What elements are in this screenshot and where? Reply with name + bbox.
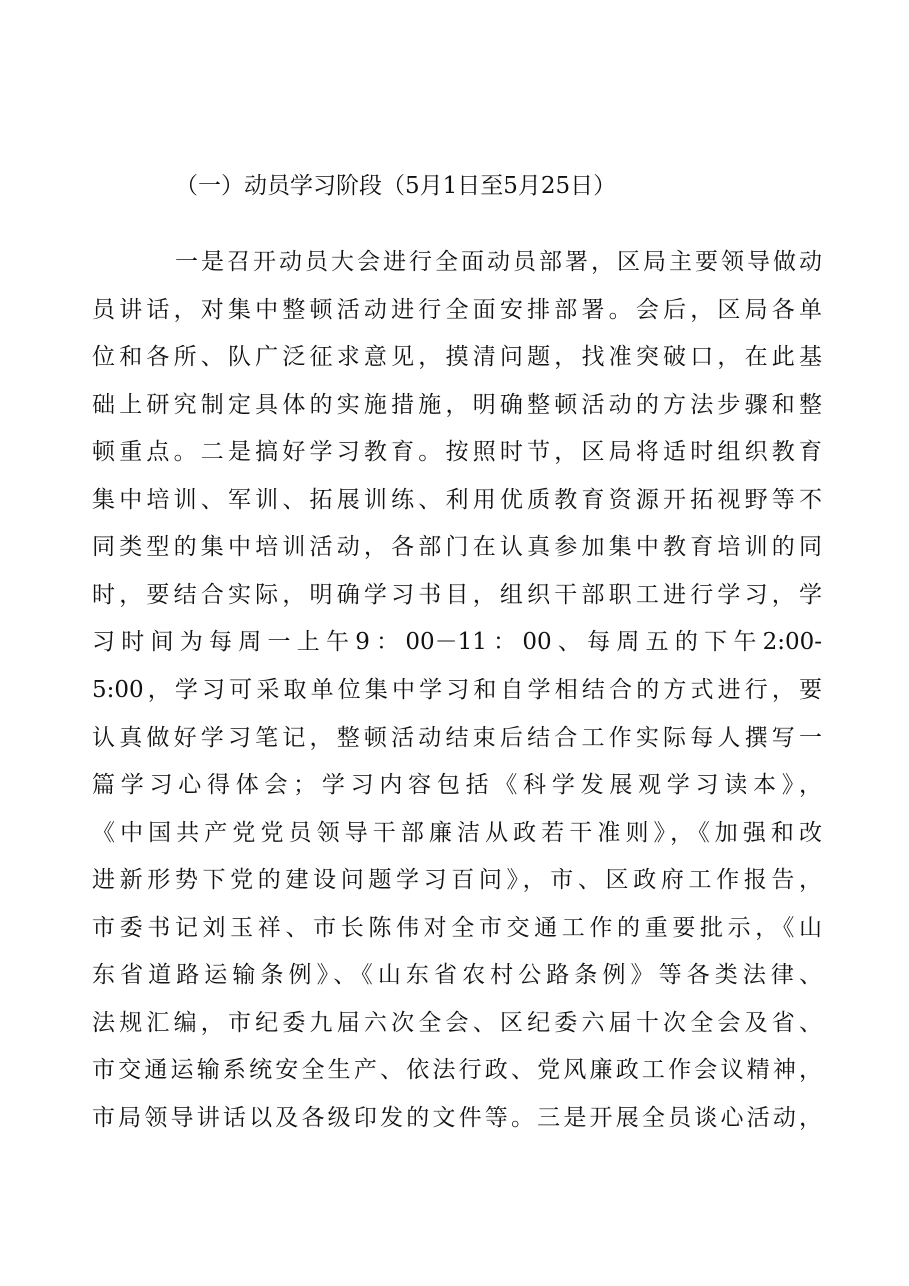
paragraph-line: 习时间为每周一上午9：00－11：00、每周五的下午2:00- [92,629,822,655]
paragraph-line: 进新形势下党的建设问题学习百问》，市、区政府工作报告， [92,867,822,893]
paragraph-line: 5:00，学习可采取单位集中学习和自学相结合的方式进行，要 [92,677,822,703]
paragraph-line: 《中国共产党党员领导干部廉洁从政若干准则》，《加强和改 [92,820,822,846]
paragraph-line: 市委书记刘玉祥、市长陈伟对全市交通工作的重要批示，《山 [92,915,822,941]
paragraph-line: 位和各所、队广泛征求意见，摸清问题，找准突破口，在此基 [92,344,822,370]
section-heading: （一）动员学习阶段（5月1日至5月25日） [175,173,617,199]
paragraph-line: 础上研究制定具体的实施措施，明确整顿活动的方法步骤和整 [92,392,822,418]
paragraph-line: 同类型的集中培训活动，各部门在认真参加集中教育培训的同 [92,534,822,560]
paragraph-line: 市局领导讲话以及各级印发的文件等。三是开展全员谈心活动， [92,1105,822,1131]
paragraph-line: 员讲话，对集中整顿活动进行全面安排部署。会后，区局各单 [92,297,822,323]
paragraph-line: 篇学习心得体会；学习内容包括《科学发展观学习读本》， [92,772,822,798]
paragraph-line: 东省道路运输条例》、《山东省农村公路条例》等各类法律、 [92,962,822,988]
paragraph-line: 集中培训、军训、拓展训练、利用优质教育资源开拓视野等不 [92,487,822,513]
paragraph-line: 认真做好学习笔记，整顿活动结束后结合工作实际每人撰写一 [92,725,822,751]
paragraph-line: 法规汇编，市纪委九届六次全会、区纪委六届十次全会及省、 [92,1010,822,1036]
paragraph-line: 时，要结合实际，明确学习书目，组织干部职工进行学习，学 [92,582,822,608]
paragraph-line: 顿重点。二是搞好学习教育。按照时节，区局将适时组织教育 [92,439,822,465]
paragraph-line: 一是召开动员大会进行全面动员部署，区局主要领导做动 [175,249,822,275]
paragraph-line: 市交通运输系统安全生产、依法行政、党风廉政工作会议精神， [92,1057,822,1083]
